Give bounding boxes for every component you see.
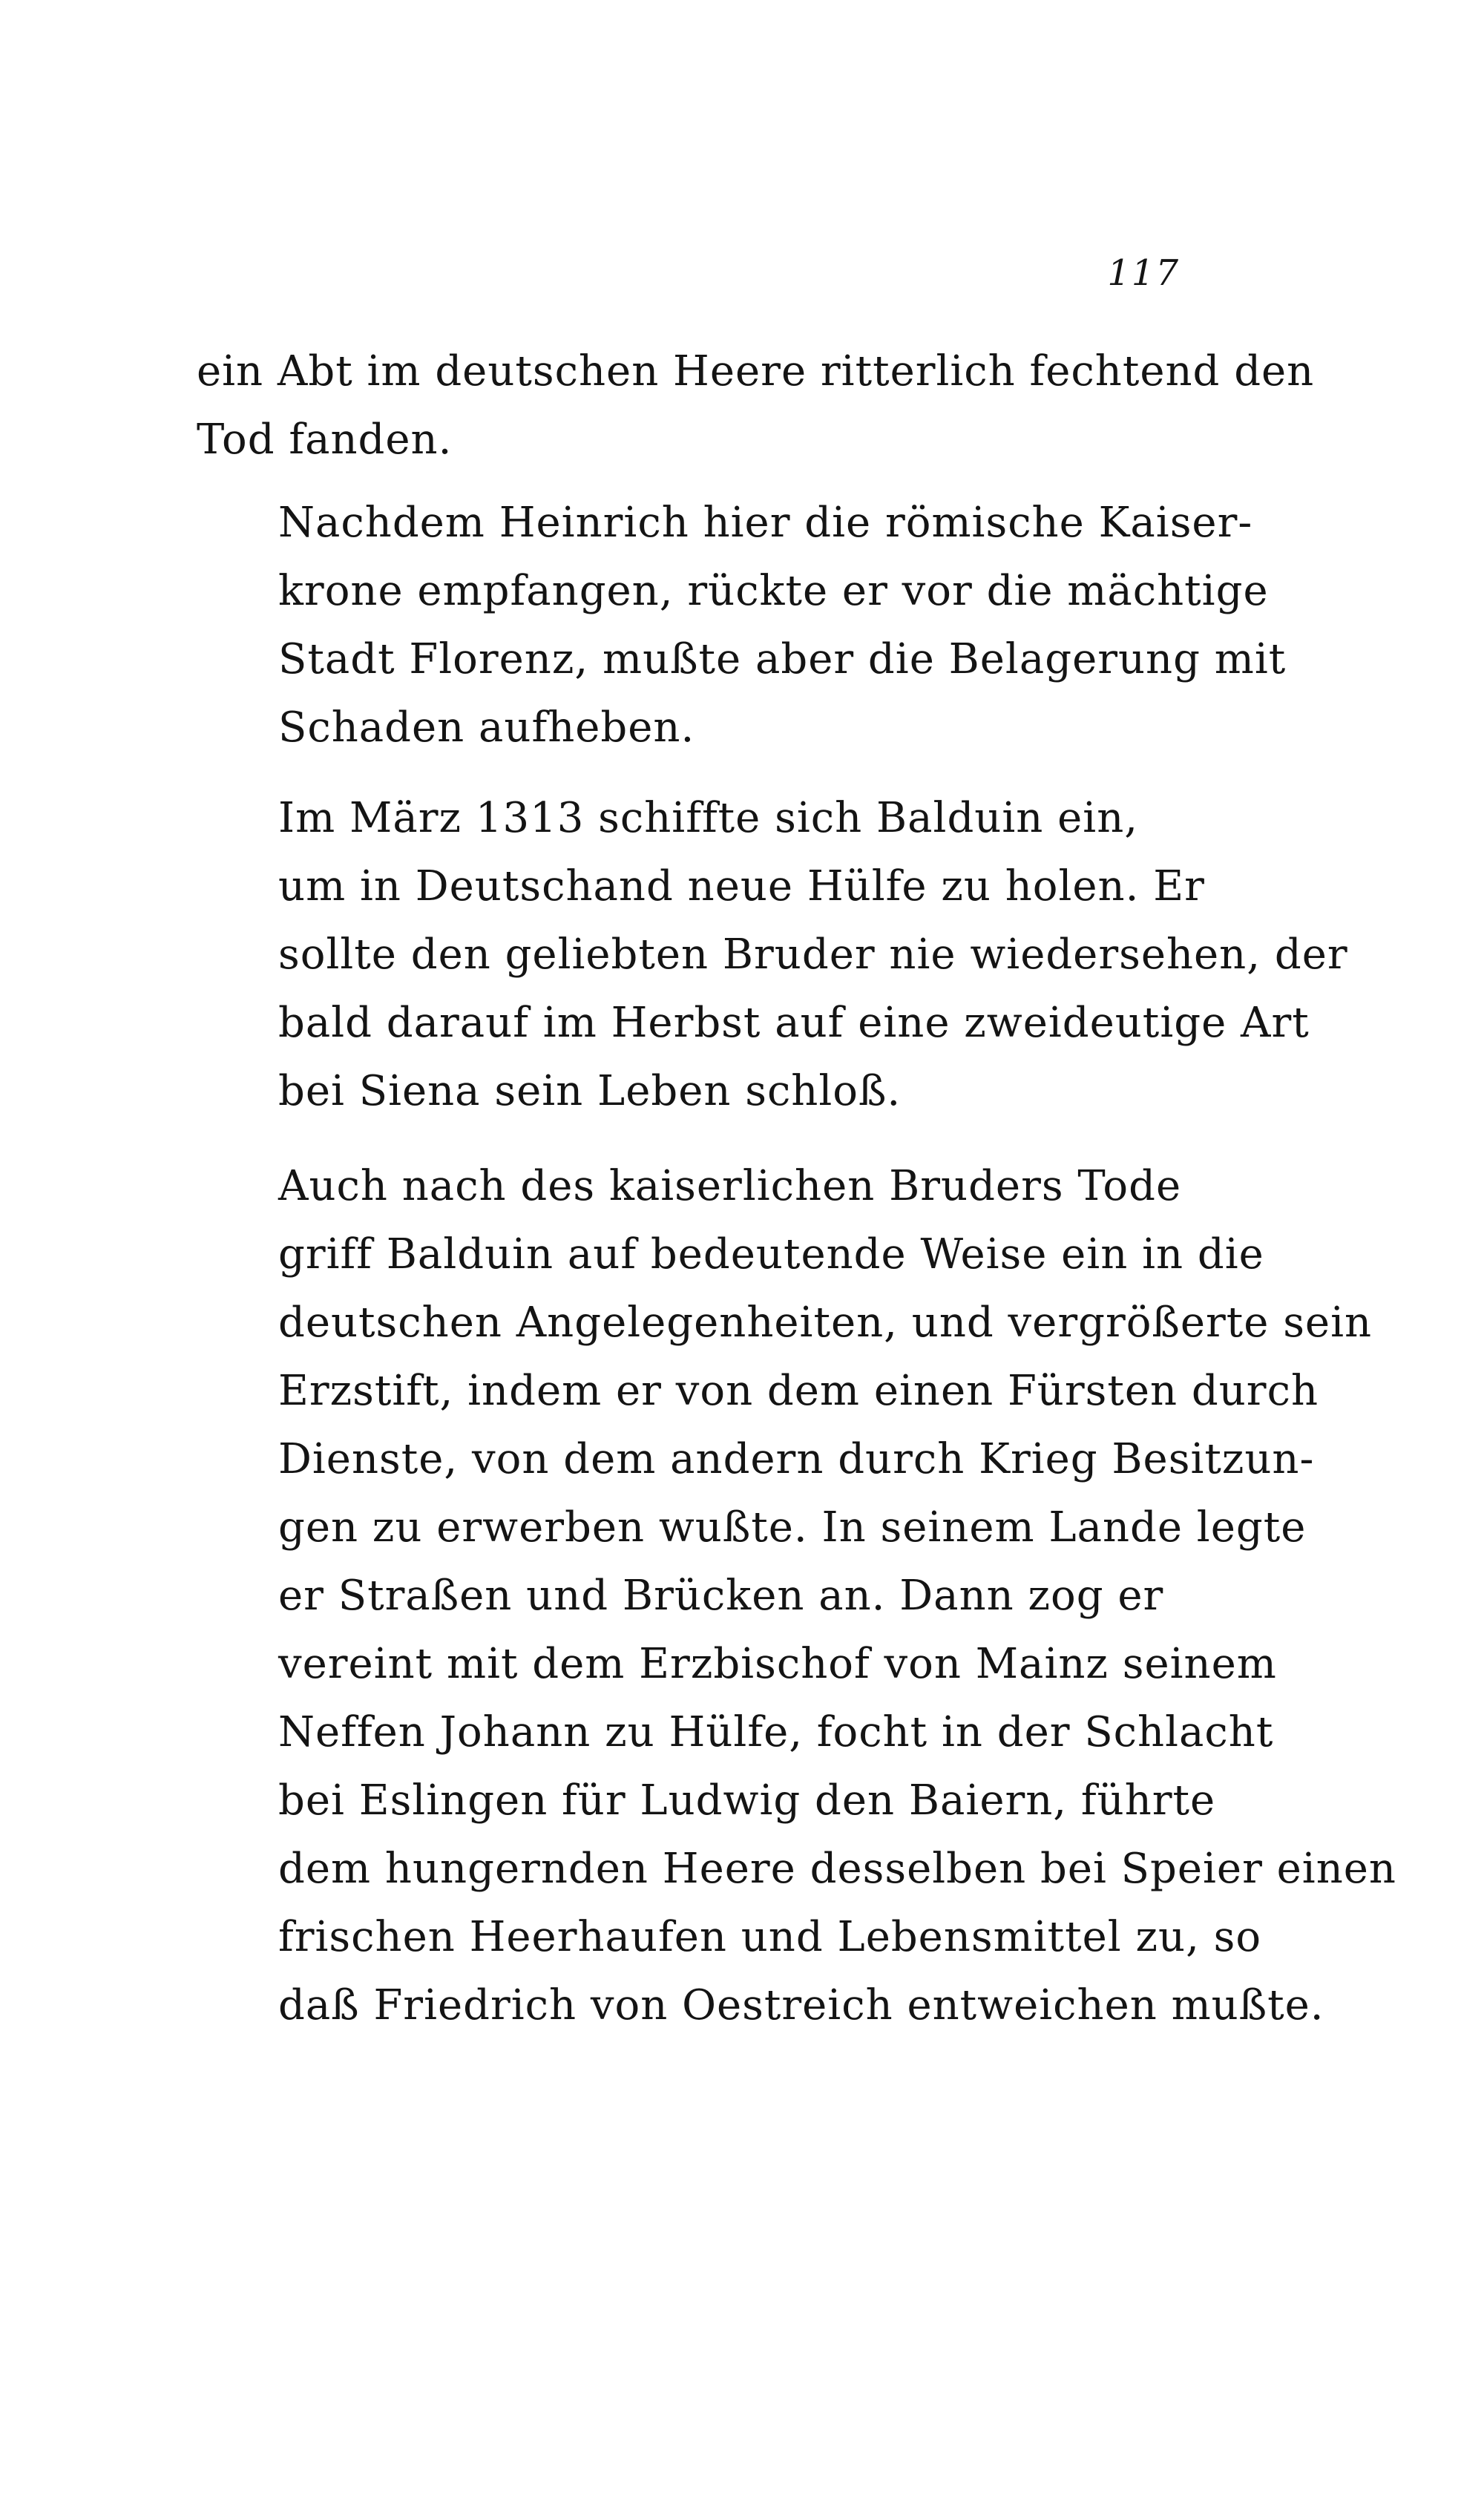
text-line: ein Abt im deutschen Heere ritterlich fechtend den [197, 347, 1315, 396]
text-line: bei Eslingen für Ludwig den Baiern, führte [278, 1776, 1216, 1825]
text-line: Tod fanden. [197, 416, 453, 464]
text-line: daß Friedrich von Oestreich entweichen mußte. [278, 1981, 1324, 2029]
text-line: er Straßen und Brücken an. Dann zog er [278, 1572, 1164, 1620]
text-line: sollte den geliebten Bruder nie wiedersehen, der [278, 931, 1348, 979]
paragraph-2 [197, 489, 1287, 762]
body-text [197, 338, 1396, 2040]
text-line: frischen Heerhaufen und Lebensmittel zu, so [278, 1913, 1262, 1961]
text-line: Dienste, von dem andern durch Krieg Besitzun- [278, 1435, 1315, 1483]
text-line: gen zu erwerben wußte. In seinem Lande legte [278, 1503, 1307, 1552]
paragraph-4 [197, 1152, 1396, 2040]
text-line: um in Deutschand neue Hülfe zu holen. Er [278, 862, 1205, 910]
text-line: dem hungernden Heere desselben bei Speier einen [278, 1845, 1396, 1893]
text-line: Schaden aufheben. [278, 703, 695, 752]
text-line: bald darauf im Herbst auf eine zweideutige Art [278, 999, 1310, 1047]
text-line: Stadt Florenz, mußte aber die Belagerung mit [278, 635, 1287, 683]
text-line: Nachdem Heinrich hier die römische Kaiser- [278, 499, 1253, 547]
paragraph-1 [197, 338, 1315, 474]
text-line: griff Balduin auf bedeutende Weise ein in die [278, 1230, 1264, 1279]
text-line: Im März 1313 schiffte sich Balduin ein, [278, 794, 1139, 842]
text-line: bei Siena sein Leben schloß. [278, 1067, 902, 1115]
text-line: krone empfangen, rückte er vor die mächtige [278, 567, 1269, 615]
text-line: deutschen Angelegenheiten, und vergrößerte sein [278, 1299, 1373, 1347]
text-line: Neffen Johann zu Hülfe, focht in der Schlacht [278, 1708, 1274, 1756]
page-number: 117 [1107, 252, 1180, 294]
paragraph-3 [197, 784, 1348, 1126]
text-line: vereint mit dem Erzbischof von Mainz seinem [278, 1640, 1277, 1688]
text-line: Erzstift, indem er von dem einen Fürsten durch [278, 1367, 1319, 1415]
text-line: Auch nach des kaiserlichen Bruders Tode [278, 1162, 1182, 1210]
